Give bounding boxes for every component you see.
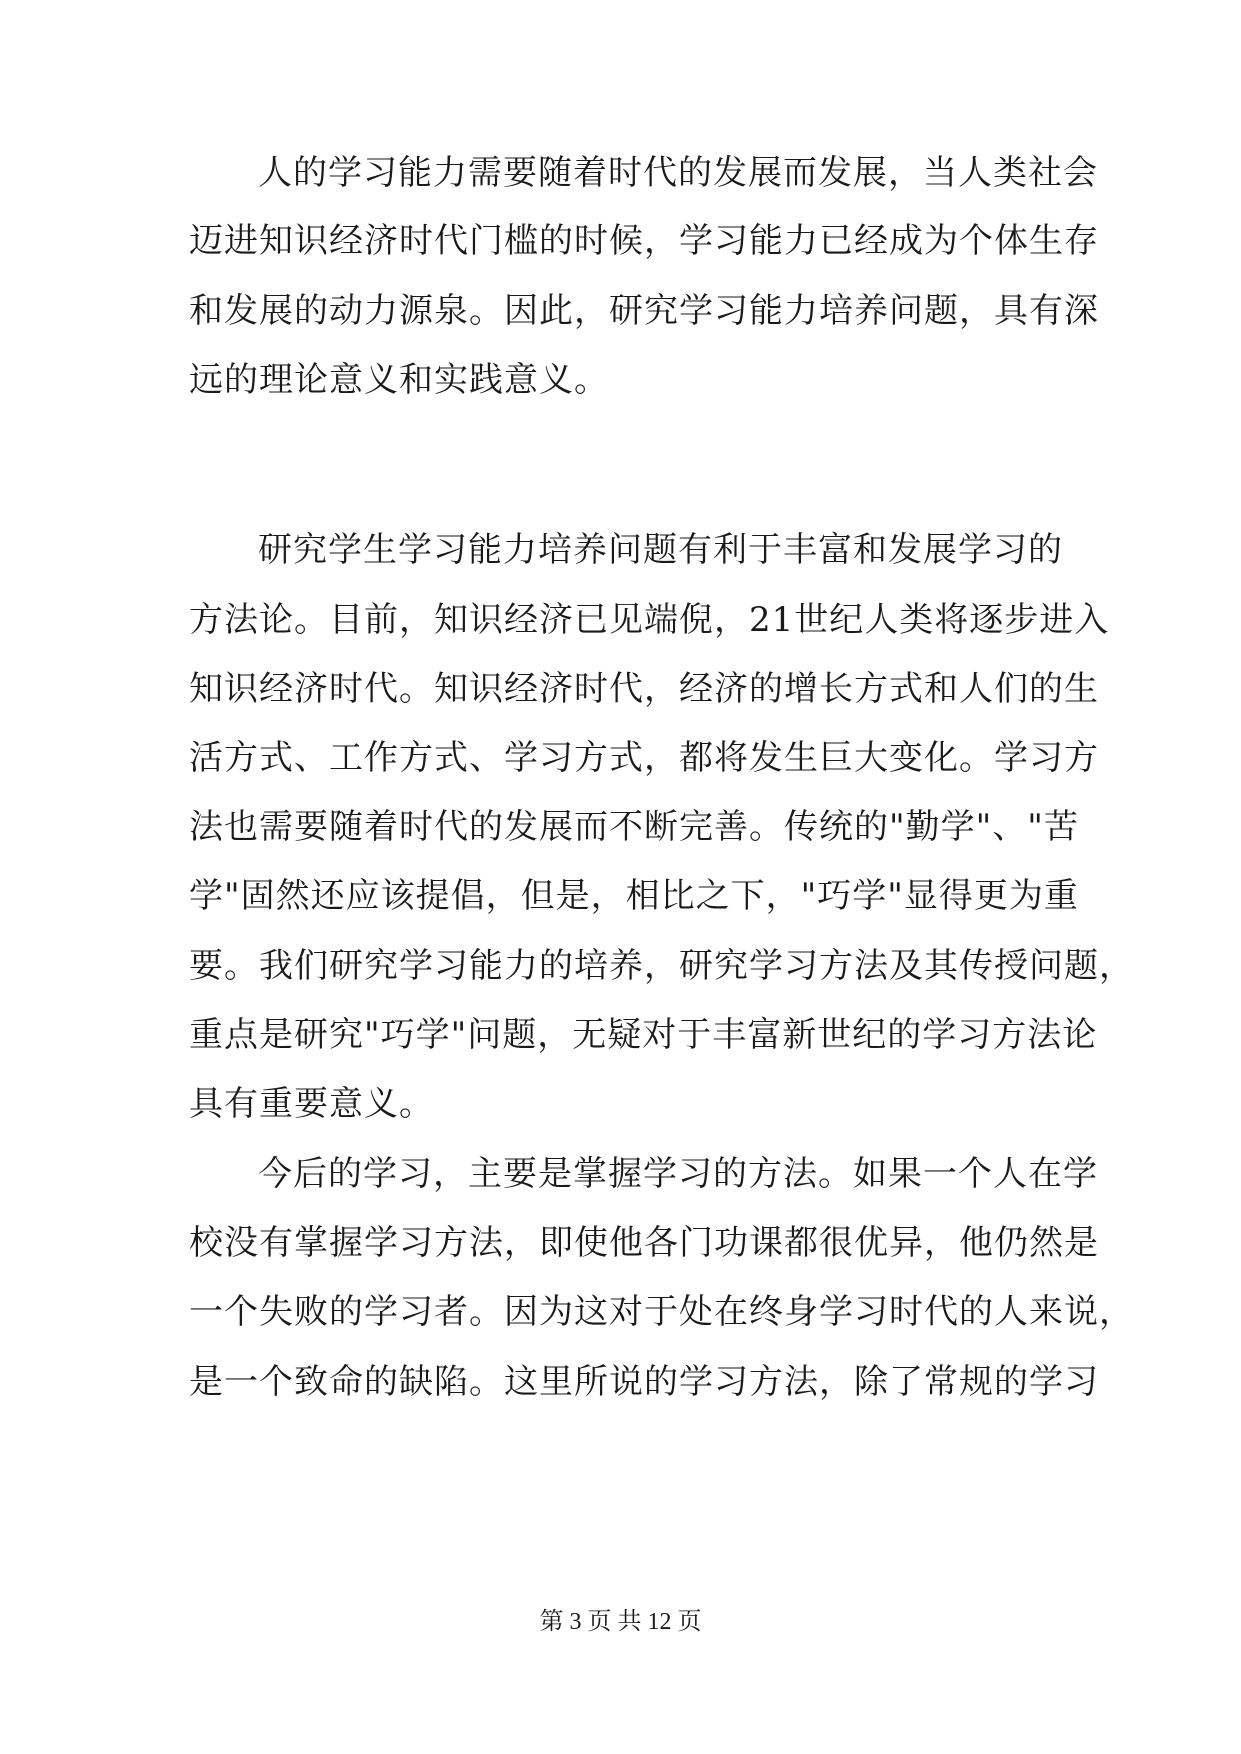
text-line: 要。我们研究学习能力的培养，研究学习方法及其传授问题， [189, 946, 1134, 986]
text-line: 学"固然还应该提倡，但是，相比之下，"巧学"显得更为重 [189, 876, 1079, 916]
text-line: 重点是研究"巧学"问题，无疑对于丰富新世纪的学习方法论 [189, 1015, 1098, 1055]
page-number-footer: 第 3 页 共 12 页 [539, 1609, 702, 1635]
text-line: 人的学习能力需要随着时代的发展而发展，当人类社会 [258, 153, 1098, 193]
text-line: 今后的学习，主要是掌握学习的方法。如果一个人在学 [258, 1154, 1098, 1194]
text-line: 法也需要随着时代的发展而不断完善。传统的"勤学"、"苦 [189, 807, 1079, 847]
text-line: 知识经济时代。知识经济时代，经济的增长方式和人们的生 [189, 669, 1099, 709]
text-line: 活方式、工作方式、学习方式，都将发生巨大变化。学习方 [189, 738, 1099, 778]
text-line: 迈进知识经济时代门槛的时候，学习能力已经成为个体生存 [189, 221, 1099, 261]
text-line: 具有重要意义。 [189, 1084, 434, 1124]
text-line: 校没有掌握学习方法，即使他各门功课都很优异，他仍然是 [189, 1223, 1099, 1263]
text-line: 研究学生学习能力培养问题有利于丰富和发展学习的 [258, 530, 1063, 570]
text-line: 一个失败的学习者。因为这对于处在终身学习时代的人来说， [189, 1292, 1134, 1332]
text-line: 方法论。目前，知识经济已见端倪，21世纪人类将逐步进入 [189, 600, 1110, 640]
text-line: 和发展的动力源泉。因此，研究学习能力培养问题，具有深 [189, 291, 1099, 331]
text-line: 远的理论意义和实践意义。 [189, 360, 609, 400]
text-line: 是一个致命的缺陷。这里所说的学习方法，除了常规的学习 [189, 1362, 1099, 1402]
